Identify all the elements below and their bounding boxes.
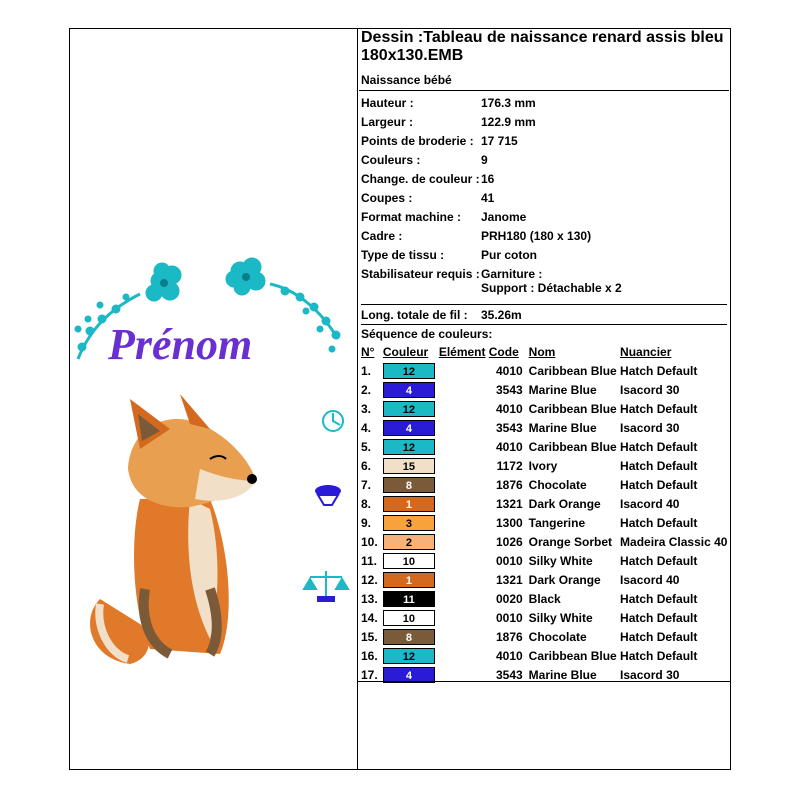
thread-chart: Isacord 30 bbox=[620, 382, 680, 397]
color-cell bbox=[383, 646, 439, 665]
thread-name: Orange Sorbet bbox=[528, 534, 613, 549]
color-swatch: 4 bbox=[383, 667, 435, 683]
thread-name: Chocolate bbox=[528, 629, 587, 644]
color-swatch: 10 bbox=[383, 553, 435, 569]
spec-value: 35.26m bbox=[481, 307, 522, 322]
table-row bbox=[361, 532, 729, 551]
element-cell bbox=[439, 399, 489, 418]
spec-label: Type de tissu : bbox=[361, 247, 445, 262]
spec-label: Format machine : bbox=[361, 209, 462, 224]
element-cell bbox=[439, 570, 489, 589]
thread-code: 3543 bbox=[495, 420, 523, 435]
row-number: 6. bbox=[361, 458, 372, 473]
thread-code: 1876 bbox=[495, 629, 523, 644]
thread-chart: Isacord 30 bbox=[620, 667, 680, 682]
table-row bbox=[361, 646, 729, 665]
color-swatch: 3 bbox=[383, 515, 435, 531]
color-cell bbox=[383, 418, 439, 437]
color-cell bbox=[383, 361, 439, 380]
row-number: 4. bbox=[361, 420, 372, 435]
spec-value: 9 bbox=[481, 152, 488, 167]
table-row bbox=[361, 513, 729, 532]
col-header-nuancier: Nuancier bbox=[620, 345, 672, 359]
thread-code: 3543 bbox=[495, 382, 523, 397]
color-cell bbox=[383, 532, 439, 551]
color-cell bbox=[383, 456, 439, 475]
thread-chart: Hatch Default bbox=[620, 610, 698, 625]
color-cell bbox=[383, 551, 439, 570]
color-swatch: 11 bbox=[383, 591, 435, 607]
element-cell bbox=[439, 456, 489, 475]
thread-chart: Hatch Default bbox=[620, 553, 698, 568]
spec-label: Stabilisateur requis : bbox=[361, 267, 480, 281]
color-sequence-table bbox=[361, 343, 729, 684]
thread-chart: Hatch Default bbox=[620, 648, 698, 663]
thread-name: Tangerine bbox=[528, 515, 586, 530]
element-cell bbox=[439, 380, 489, 399]
color-swatch: 12 bbox=[383, 648, 435, 664]
color-swatch: 4 bbox=[383, 420, 435, 436]
thread-chart: Isacord 40 bbox=[620, 572, 680, 587]
thread-name: Caribbean Blue bbox=[528, 401, 617, 416]
color-swatch: 15 bbox=[383, 458, 435, 474]
spec-row bbox=[361, 304, 727, 325]
row-number: 11. bbox=[361, 553, 378, 568]
table-row bbox=[361, 627, 729, 646]
row-number: 8. bbox=[361, 496, 372, 511]
row-number: 16. bbox=[361, 648, 378, 663]
thread-code: 1172 bbox=[496, 458, 523, 473]
thread-chart: Hatch Default bbox=[620, 629, 698, 644]
row-number: 10. bbox=[361, 534, 378, 549]
thread-name: Silky White bbox=[528, 553, 593, 568]
left-flower-icon bbox=[146, 263, 181, 301]
table-row bbox=[361, 570, 729, 589]
spec-value-line: Support : Détachable x 2 bbox=[481, 281, 622, 295]
spec-value bbox=[481, 267, 727, 295]
design-preview-svg bbox=[70, 29, 357, 769]
color-swatch: 2 bbox=[383, 534, 435, 550]
thread-chart: Hatch Default bbox=[620, 591, 698, 606]
spec-row bbox=[361, 226, 727, 245]
thread-name: Marine Blue bbox=[528, 667, 597, 682]
row-number: 13. bbox=[361, 591, 378, 606]
column-divider bbox=[357, 28, 358, 770]
spec-value: PRH180 (180 x 130) bbox=[481, 228, 592, 243]
col-header-code: Code bbox=[488, 345, 519, 359]
fox-illustration bbox=[90, 394, 257, 664]
table-row bbox=[361, 589, 729, 608]
balance-icon bbox=[304, 571, 348, 601]
spec-row bbox=[361, 207, 727, 226]
design-preview bbox=[70, 29, 357, 769]
name-text: Prénom bbox=[108, 320, 253, 369]
element-cell bbox=[439, 551, 489, 570]
element-cell bbox=[439, 418, 489, 437]
spec-value: Janome bbox=[481, 209, 527, 224]
element-cell bbox=[439, 646, 489, 665]
spec-row bbox=[361, 131, 727, 150]
thread-code: 0010 bbox=[495, 553, 523, 568]
spec-row bbox=[361, 264, 727, 302]
spec-value: 122.9 mm bbox=[481, 114, 536, 129]
element-cell bbox=[439, 608, 489, 627]
thread-name: Chocolate bbox=[528, 477, 587, 492]
row-number: 1. bbox=[361, 363, 372, 378]
spec-value: 16 bbox=[481, 171, 495, 186]
color-swatch: 4 bbox=[383, 382, 435, 398]
thread-chart: Hatch Default bbox=[620, 515, 698, 530]
row-number: 2. bbox=[361, 382, 372, 397]
color-cell bbox=[383, 380, 439, 399]
color-cell bbox=[383, 570, 439, 589]
thread-chart: Madeira Classic 40 bbox=[620, 534, 728, 549]
row-number: 7. bbox=[361, 477, 372, 492]
col-header-num: N° bbox=[361, 345, 375, 359]
thread-name: Silky White bbox=[528, 610, 593, 625]
spec-label: Couleurs : bbox=[361, 152, 421, 167]
spec-row bbox=[361, 245, 727, 264]
element-cell bbox=[439, 513, 489, 532]
row-number: 15. bbox=[361, 629, 378, 644]
row-number: 17. bbox=[361, 667, 378, 682]
right-flower-icon bbox=[226, 258, 265, 295]
element-cell bbox=[439, 494, 489, 513]
element-cell bbox=[439, 532, 489, 551]
color-cell bbox=[383, 475, 439, 494]
spec-label: Points de broderie : bbox=[361, 133, 474, 148]
spec-value: 41 bbox=[481, 190, 495, 205]
thread-name: Black bbox=[528, 591, 561, 606]
spec-label: Cadre : bbox=[361, 228, 403, 243]
spec-label: Largeur : bbox=[361, 114, 414, 129]
thread-name: Ivory bbox=[528, 458, 558, 473]
element-cell bbox=[439, 475, 489, 494]
col-header-element: Elément bbox=[438, 345, 486, 359]
thread-code: 1321 bbox=[495, 496, 523, 511]
specs-list bbox=[359, 91, 729, 325]
thread-code: 1876 bbox=[495, 477, 523, 492]
spec-row bbox=[361, 188, 727, 207]
spec-value: 176.3 mm bbox=[481, 95, 536, 110]
thread-name: Marine Blue bbox=[528, 420, 597, 435]
thread-code: 1026 bbox=[495, 534, 523, 549]
color-swatch: 12 bbox=[383, 401, 435, 417]
color-cell bbox=[383, 608, 439, 627]
color-swatch: 1 bbox=[383, 572, 435, 588]
color-swatch: 10 bbox=[383, 610, 435, 626]
thread-code: 0020 bbox=[495, 591, 523, 606]
spec-row bbox=[361, 150, 727, 169]
color-cell bbox=[383, 589, 439, 608]
thread-code: 4010 bbox=[495, 363, 523, 378]
thread-chart: Hatch Default bbox=[620, 439, 698, 454]
thread-chart: Hatch Default bbox=[620, 363, 698, 378]
color-cell bbox=[383, 399, 439, 418]
spec-row bbox=[361, 169, 727, 188]
spec-value: Pur coton bbox=[481, 247, 537, 262]
table-header-row bbox=[361, 343, 729, 361]
thread-name: Caribbean Blue bbox=[528, 363, 617, 378]
scale-weight-icon bbox=[315, 485, 341, 505]
row-number: 3. bbox=[361, 401, 372, 416]
spec-label: Coupes : bbox=[361, 190, 413, 205]
thread-chart: Isacord 30 bbox=[620, 420, 680, 435]
table-row bbox=[361, 475, 729, 494]
color-cell bbox=[383, 494, 439, 513]
clock-icon bbox=[323, 411, 343, 431]
design-subtitle: Naissance bébé bbox=[359, 65, 729, 91]
spec-value-line: Garniture : bbox=[481, 267, 543, 281]
thread-chart: Isacord 40 bbox=[620, 496, 680, 511]
element-cell bbox=[439, 437, 489, 456]
spec-label: Change. de couleur : bbox=[361, 171, 480, 186]
row-number: 12. bbox=[361, 572, 378, 587]
table-row bbox=[361, 608, 729, 627]
spec-row bbox=[361, 112, 727, 131]
color-cell bbox=[383, 513, 439, 532]
spec-row bbox=[361, 93, 727, 112]
thread-chart: Hatch Default bbox=[620, 477, 698, 492]
thread-code: 4010 bbox=[495, 648, 523, 663]
thread-name: Dark Orange bbox=[528, 496, 601, 511]
table-row bbox=[361, 361, 729, 380]
color-cell bbox=[383, 627, 439, 646]
thread-chart: Hatch Default bbox=[620, 401, 698, 416]
color-swatch: 12 bbox=[383, 439, 435, 455]
element-cell bbox=[439, 627, 489, 646]
table-row bbox=[361, 399, 729, 418]
row-number: 5. bbox=[361, 439, 372, 454]
spec-label: Long. totale de fil : bbox=[361, 307, 468, 322]
thread-code: 3543 bbox=[495, 667, 523, 682]
color-swatch: 1 bbox=[383, 496, 435, 512]
col-header-name: Nom bbox=[528, 345, 556, 359]
thread-code: 0010 bbox=[495, 610, 523, 625]
table-row bbox=[361, 380, 729, 399]
table-row bbox=[361, 494, 729, 513]
table-bottom-rule bbox=[357, 681, 730, 682]
color-swatch: 8 bbox=[383, 629, 435, 645]
table-row bbox=[361, 551, 729, 570]
thread-name: Marine Blue bbox=[528, 382, 597, 397]
col-header-color: Couleur bbox=[382, 345, 429, 359]
thread-code: 1300 bbox=[495, 515, 523, 530]
sequence-title: Séquence de couleurs: bbox=[361, 327, 493, 341]
spec-label: Hauteur : bbox=[361, 95, 414, 110]
row-number: 9. bbox=[361, 515, 372, 530]
thread-name: Caribbean Blue bbox=[528, 439, 617, 454]
color-swatch: 8 bbox=[383, 477, 435, 493]
thread-code: 1321 bbox=[495, 572, 523, 587]
table-row bbox=[361, 456, 729, 475]
row-number: 14. bbox=[361, 610, 378, 625]
color-cell bbox=[383, 437, 439, 456]
spec-value: 17 715 bbox=[481, 133, 518, 148]
thread-chart: Hatch Default bbox=[620, 458, 698, 473]
table-row bbox=[361, 437, 729, 456]
color-swatch: 12 bbox=[383, 363, 435, 379]
element-cell bbox=[439, 361, 489, 380]
design-title: Dessin :Tableau de naissance renard assis bleu 180x130.EMB bbox=[361, 29, 724, 64]
thread-code: 4010 bbox=[495, 439, 523, 454]
table-row bbox=[361, 418, 729, 437]
element-cell bbox=[439, 589, 489, 608]
thread-name: Caribbean Blue bbox=[528, 648, 617, 663]
info-panel bbox=[359, 29, 729, 684]
thread-name: Dark Orange bbox=[528, 572, 601, 587]
thread-code: 4010 bbox=[495, 401, 523, 416]
